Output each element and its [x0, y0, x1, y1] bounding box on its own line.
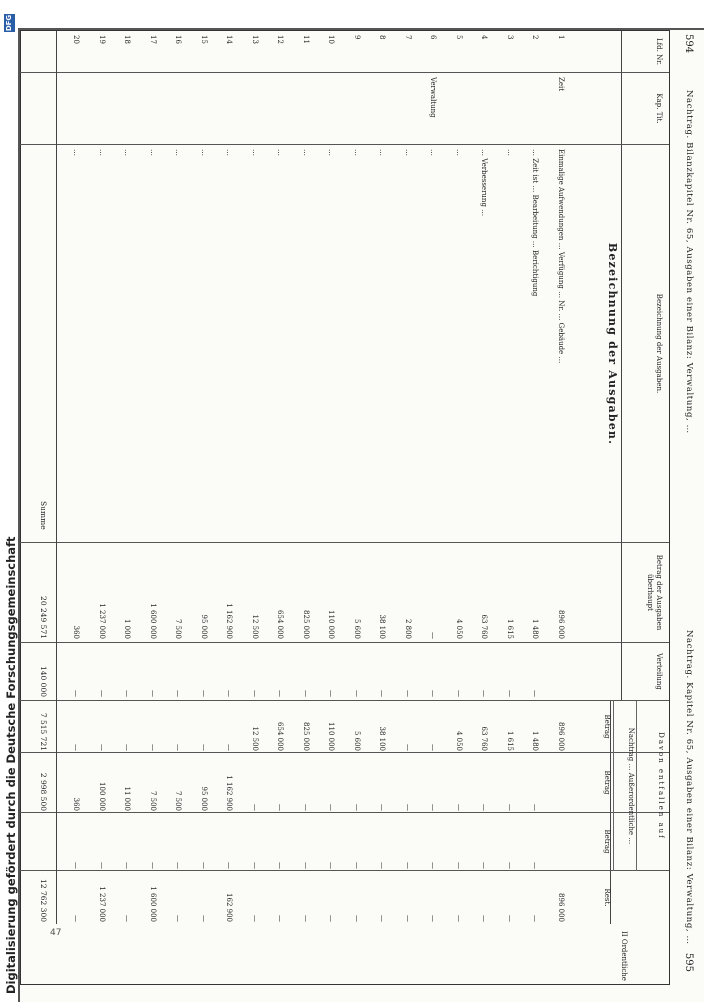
header-title-left: Nachtrag. Bilanzkapitel Nr. 65, Ausgaben einer Bilanz: Verwaltung, …	[684, 90, 694, 434]
cell-gesamt: 5 600	[353, 618, 361, 639]
budget-table	[20, 30, 670, 985]
cell-v1: 1 615	[506, 730, 514, 751]
cell-v2: —	[404, 804, 412, 811]
cell-gesamt: 63 760	[480, 614, 489, 639]
cell-v3: —	[200, 862, 208, 869]
cell-v3: —	[98, 862, 106, 869]
cell-verk: —	[353, 690, 361, 697]
footer-text: Digitalisierung gefördert durch die Deutsche Forschungsgemeinschaft	[4, 536, 18, 994]
cell-verk: —	[200, 690, 208, 697]
cell-v2: 95 000	[200, 786, 208, 811]
table-row	[288, 31, 314, 924]
cell-v4: —	[429, 915, 438, 922]
cell-gesamt: —	[429, 632, 438, 639]
cell-gesamt: 4 050	[455, 618, 463, 639]
cell-v2: —	[506, 804, 514, 811]
table-row	[135, 31, 161, 924]
cell-nr: 11	[302, 35, 310, 44]
cell-v3: —	[72, 862, 81, 869]
cell-v3: —	[378, 862, 387, 869]
cell-nr: 10	[327, 35, 336, 44]
cell-nr: 12	[276, 35, 285, 44]
cell-gesamt: 7 500	[174, 618, 183, 639]
section-title: Bezeichnung der Ausgaben.	[606, 242, 619, 446]
dfg-logo: DFG	[5, 14, 13, 32]
cell-v4: —	[251, 915, 259, 922]
table-row	[110, 31, 136, 924]
cell-v3: —	[276, 862, 285, 869]
running-header	[676, 30, 694, 992]
cell-verk: —	[98, 690, 106, 697]
cell-kap: Verwaltung	[429, 77, 438, 118]
cell-v2: —	[327, 804, 336, 811]
footer-strip	[0, 0, 22, 1000]
cell-nr: 9	[353, 35, 361, 40]
cell-v4: 1 237 000	[98, 886, 106, 922]
cell-v4: 896 000	[557, 893, 565, 922]
cell-v1: 12 500	[251, 726, 259, 751]
cell-nr: 4	[480, 35, 489, 40]
cell-v2: —	[531, 804, 540, 811]
cell-verk: —	[302, 690, 310, 697]
cell-v3: —	[251, 862, 259, 869]
cell-nr: 6	[429, 35, 438, 40]
cell-bez: Einmalige Aufwendungen … Verfügung … Nr. … Gebäude …	[557, 149, 565, 364]
cell-verk: —	[455, 690, 463, 697]
table-row	[467, 31, 493, 924]
cell-v1: —	[200, 744, 208, 751]
cell-verk: —	[225, 690, 234, 697]
cell-v1: 896 000	[557, 722, 565, 751]
cell-v3: —	[327, 862, 336, 869]
cell-v4: —	[302, 915, 310, 922]
cell-v4: —	[506, 915, 514, 922]
cell-gesamt: 2 800	[404, 618, 412, 639]
table-row	[237, 31, 263, 924]
cell-v3: —	[506, 862, 514, 869]
summe-v4: 12 762 300	[39, 879, 48, 922]
table-row	[212, 31, 238, 924]
handwritten-mark: 47	[50, 928, 62, 938]
cell-nr: 17	[149, 35, 157, 44]
cell-v2: 100 000	[98, 782, 106, 811]
table-row	[390, 31, 416, 924]
cell-v3: —	[531, 862, 540, 869]
cell-v1: —	[149, 744, 157, 751]
cell-gesamt: 825 000	[302, 610, 310, 639]
cell-v1: —	[404, 744, 412, 751]
table-row	[543, 31, 569, 924]
cell-v4: —	[276, 915, 285, 922]
table-row	[263, 31, 289, 924]
cell-nr: 13	[251, 35, 259, 44]
cell-nr: 20	[72, 35, 81, 44]
cell-verk: —	[327, 690, 336, 697]
cell-nr: 7	[404, 35, 412, 40]
cell-verk: —	[149, 690, 157, 697]
cell-kap: Zeit	[557, 77, 565, 92]
cell-v2: —	[378, 804, 387, 811]
summe-verteilung: 140 000	[39, 665, 48, 697]
cell-bez: …	[149, 149, 157, 156]
header-nr: Lfd. Nr.	[621, 31, 669, 72]
header-gesamt: Betrag der Ausgaben überhaupt	[621, 543, 669, 642]
cell-v3: —	[455, 862, 463, 869]
cell-bez: …	[225, 149, 234, 156]
table-row	[518, 31, 544, 924]
rotated-table-page	[20, 30, 700, 992]
table-row	[339, 31, 365, 924]
cell-nr: 8	[378, 35, 387, 40]
cell-bez: …	[123, 149, 132, 156]
cell-v1: 38 100	[378, 726, 387, 751]
cell-verk: —	[276, 690, 285, 697]
cell-v2: —	[480, 804, 489, 811]
cell-bez: …	[276, 149, 285, 156]
table-row	[365, 31, 391, 924]
summe-v2: 2 998 500	[39, 772, 48, 811]
cell-v3: —	[149, 862, 157, 869]
table-row	[84, 31, 110, 924]
cell-nr: 16	[174, 35, 183, 44]
cell-bez: …	[404, 149, 412, 156]
cell-v2: 11 000	[123, 786, 132, 811]
cell-v2: 1 162 900	[225, 775, 234, 811]
cell-v2: —	[455, 804, 463, 811]
table-row	[314, 31, 340, 924]
cell-v1: 825 000	[302, 722, 310, 751]
cell-v1: —	[225, 744, 234, 751]
cell-nr: 3	[506, 35, 514, 40]
cell-v4: 1 600 000	[149, 886, 157, 922]
cell-bez: …	[200, 149, 208, 156]
cell-gesamt: 1 480	[531, 618, 540, 639]
cell-bez: …	[378, 149, 387, 156]
cell-bez: …	[174, 149, 183, 156]
cell-v4: —	[174, 915, 183, 922]
cell-verk: —	[429, 690, 438, 697]
group-header: Nachtrag … Außerordentliche …	[613, 701, 637, 871]
cell-gesamt: 110 000	[327, 610, 336, 639]
header-bezeichnung: Bezeichnung der Ausgaben.	[621, 145, 669, 542]
cell-v4: —	[404, 915, 412, 922]
cell-v2: —	[276, 804, 285, 811]
cell-v2: 7 500	[149, 790, 157, 811]
cell-bez: …	[429, 149, 438, 156]
cell-v3: —	[302, 862, 310, 869]
summe-row	[27, 31, 57, 924]
table-row	[441, 31, 467, 924]
cell-verk: —	[531, 690, 540, 697]
cell-bez: …	[506, 149, 514, 156]
page-number-right: 595	[683, 952, 694, 972]
cell-v1: 654 000	[276, 722, 285, 751]
page-number-left: 594	[683, 34, 694, 54]
cell-v1: —	[123, 744, 132, 751]
cell-gesamt: 1 600 000	[149, 603, 157, 639]
cell-nr: 18	[123, 35, 132, 44]
cell-v3: —	[353, 862, 361, 869]
cell-v3: —	[480, 862, 489, 869]
cell-verk: —	[174, 690, 183, 697]
cell-bez: … Verbesserung …	[480, 149, 489, 217]
cell-v1: 63 760	[480, 726, 489, 751]
dfg-footer	[0, 16, 22, 1000]
cell-gesamt: 1 615	[506, 618, 514, 639]
cell-v1: —	[429, 744, 438, 751]
cell-v1: 110 000	[327, 722, 336, 751]
cell-v2: 360	[72, 797, 81, 811]
cell-gesamt: 38 100	[378, 614, 387, 639]
cell-bez: …	[98, 149, 106, 156]
cell-verk: —	[251, 690, 259, 697]
header-v4: Rest.	[610, 871, 669, 924]
group-label: Davon entfallen auf	[657, 732, 665, 840]
cell-nr: 19	[98, 35, 106, 44]
cell-v4: —	[531, 915, 540, 922]
cell-v4: —	[455, 915, 463, 922]
cell-nr: 5	[455, 35, 463, 40]
cell-nr: 2	[531, 35, 540, 40]
cell-v4: —	[72, 915, 81, 922]
cell-verk: —	[72, 690, 81, 697]
cell-v4: —	[353, 915, 361, 922]
cell-verk: —	[404, 690, 412, 697]
header-title-right: Nachtrag. Kapitel Nr. 65, Ausgaben einer Bilanz: Verwaltung, …	[684, 630, 694, 945]
cell-gesamt: 360	[72, 625, 81, 639]
cell-gesamt: 1 237 000	[98, 603, 106, 639]
cell-v3: —	[174, 862, 183, 869]
summe-v1: 7 515 721	[39, 712, 48, 751]
table-row	[416, 31, 442, 924]
cell-gesamt: 896 000	[557, 610, 565, 639]
cell-v3: —	[225, 862, 234, 869]
cell-gesamt: 654 000	[276, 610, 285, 639]
cell-v4: —	[327, 915, 336, 922]
header-v2: Betrag	[610, 753, 669, 812]
cell-v4: —	[200, 915, 208, 922]
cell-bez: …	[327, 149, 336, 156]
cell-gesamt: 1 162 900	[225, 603, 234, 639]
side-note: II Ordentliche	[620, 931, 628, 981]
cell-v1: —	[174, 744, 183, 751]
table-row	[492, 31, 518, 924]
cell-v1: 1 480	[531, 730, 540, 751]
cell-v1: —	[72, 744, 81, 751]
cell-bez: …	[353, 149, 361, 156]
cell-v2: —	[429, 804, 438, 811]
header-v1: Betrag	[610, 701, 669, 752]
cell-v3: —	[429, 862, 438, 869]
table-row	[161, 31, 187, 924]
cell-v4: —	[123, 915, 132, 922]
cell-bez: …	[72, 149, 81, 156]
cell-nr: 1	[557, 35, 565, 40]
table-row	[186, 31, 212, 924]
cell-gesamt: 1 000	[123, 618, 132, 639]
cell-nr: 15	[200, 35, 208, 44]
cell-bez: …	[302, 149, 310, 156]
cell-bez: …	[455, 149, 463, 156]
cell-v2: —	[353, 804, 361, 811]
cell-v1: 5 600	[353, 730, 361, 751]
cell-v1: —	[98, 744, 106, 751]
cell-v2: —	[251, 804, 259, 811]
cell-bez: …	[251, 149, 259, 156]
cell-gesamt: 12 500	[251, 614, 259, 639]
summe-label: Summe	[39, 501, 48, 530]
cell-verk: —	[123, 690, 132, 697]
header-kap: Kap. Tit.	[621, 73, 669, 144]
table-row	[59, 31, 85, 924]
cell-v1: 4 050	[455, 730, 463, 751]
header-verteilung: Verteilung	[621, 643, 669, 700]
cell-verk: —	[378, 690, 387, 697]
header-v3: Betrag	[610, 813, 669, 870]
cell-v4: —	[480, 915, 489, 922]
cell-v4: 162 900	[225, 893, 234, 922]
cell-gesamt: 95 000	[200, 614, 208, 639]
summe-gesamt: 20 249 571	[39, 596, 48, 639]
cell-bez: … Zeit ist … Bearbeitung … Berichtigung	[531, 149, 540, 297]
cell-verk: —	[506, 690, 514, 697]
cell-nr: 14	[225, 35, 234, 44]
cell-v4: —	[378, 915, 387, 922]
cell-v2: 7 500	[174, 790, 183, 811]
cell-v3: —	[404, 862, 412, 869]
cell-verk: —	[480, 690, 489, 697]
cell-v2: —	[302, 804, 310, 811]
cell-v3: —	[123, 862, 132, 869]
